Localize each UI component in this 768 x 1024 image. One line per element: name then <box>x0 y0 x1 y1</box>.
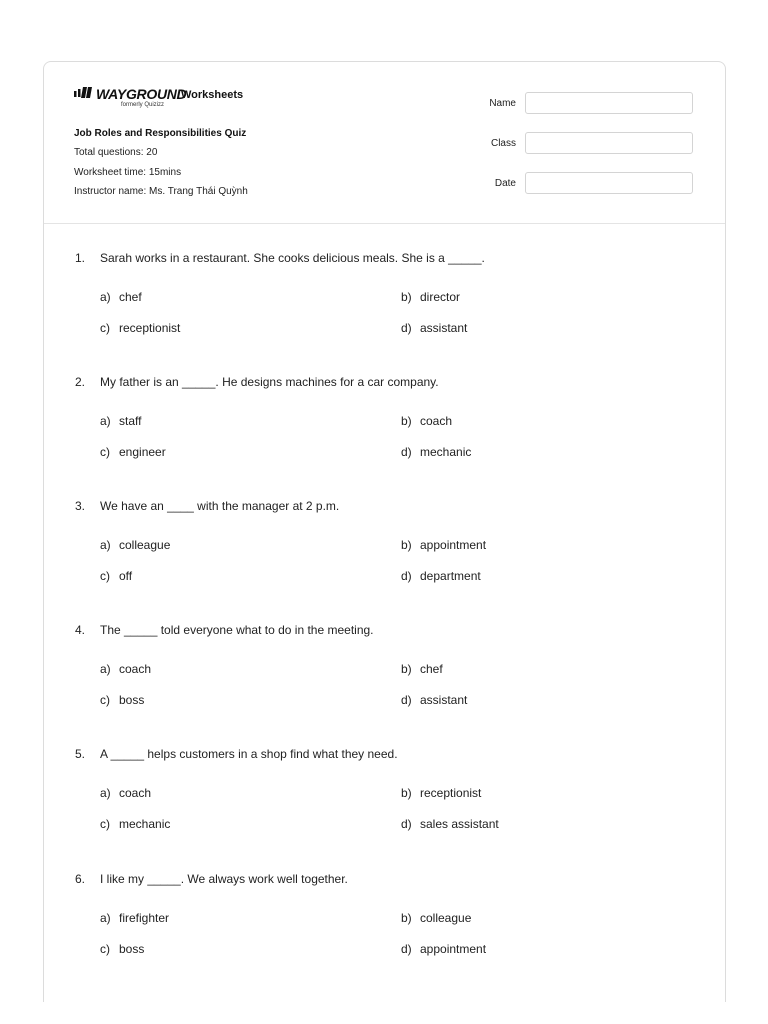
option-text: assistant <box>420 693 468 707</box>
option-text: firefighter <box>119 911 170 925</box>
question-number: 6. <box>75 872 86 886</box>
option-b[interactable] <box>401 911 471 925</box>
option-letter: b) <box>401 290 412 304</box>
date-field[interactable] <box>525 172 693 194</box>
option-c[interactable] <box>100 693 144 707</box>
class-field[interactable] <box>525 132 693 154</box>
option-c[interactable] <box>100 817 170 831</box>
name-field[interactable] <box>525 92 693 114</box>
question-text: I like my _____. We always work well together. <box>100 872 348 886</box>
option-text: chef <box>119 290 142 304</box>
option-text: staff <box>119 414 142 428</box>
option-text: coach <box>119 662 152 676</box>
option-a[interactable] <box>100 290 142 304</box>
worksheet-time: Worksheet time: 15mins <box>74 167 182 178</box>
question-number: 2. <box>75 375 86 389</box>
class-label: Class <box>490 138 516 149</box>
option-text: assistant <box>420 321 468 335</box>
quiz-title: Job Roles and Responsibilities Quiz <box>74 128 247 139</box>
option-letter: c) <box>100 569 110 583</box>
option-letter: d) <box>401 693 412 707</box>
question-text: My father is an _____. He designs machines for a car company. <box>100 375 439 389</box>
option-text: appointment <box>420 942 487 956</box>
option-letter: d) <box>401 817 412 831</box>
option-c[interactable] <box>100 445 166 459</box>
option-d[interactable] <box>401 569 481 583</box>
option-d[interactable] <box>401 321 467 335</box>
question-text: We have an ____ with the manager at 2 p.m. <box>100 499 340 513</box>
question-text: A _____ helps customers in a shop find what they need. <box>100 747 398 761</box>
option-a[interactable] <box>100 538 170 552</box>
option-text: colleague <box>119 538 171 552</box>
option-letter: a) <box>100 662 111 676</box>
option-text: mechanic <box>119 817 171 831</box>
option-c[interactable] <box>100 942 144 956</box>
option-letter: a) <box>100 538 111 552</box>
option-letter: b) <box>401 911 412 925</box>
question-number: 1. <box>75 251 86 265</box>
option-letter: c) <box>100 693 110 707</box>
option-text: mechanic <box>420 445 472 459</box>
option-a[interactable] <box>100 786 151 800</box>
option-text: chef <box>420 662 443 676</box>
option-b[interactable] <box>401 414 452 428</box>
option-b[interactable] <box>401 538 486 552</box>
option-letter: d) <box>401 569 412 583</box>
option-d[interactable] <box>401 693 467 707</box>
option-text: engineer <box>119 445 166 459</box>
brand-subtitle: formerly Quizizz <box>121 102 165 108</box>
option-letter: c) <box>100 817 110 831</box>
worksheet-page <box>43 61 726 1002</box>
option-a[interactable] <box>100 911 169 925</box>
question-text: Sarah works in a restaurant. She cooks delicious meals. She is a _____. <box>100 251 485 265</box>
option-text: boss <box>119 693 145 707</box>
option-text: receptionist <box>420 786 482 800</box>
option-a[interactable] <box>100 662 151 676</box>
option-letter: b) <box>401 538 412 552</box>
option-c[interactable] <box>100 321 180 335</box>
option-letter: d) <box>401 942 412 956</box>
option-letter: c) <box>100 445 110 459</box>
option-c[interactable] <box>100 569 132 583</box>
option-letter: a) <box>100 290 111 304</box>
date-label: Date <box>494 178 516 189</box>
option-text: colleague <box>420 911 472 925</box>
option-letter: b) <box>401 414 412 428</box>
option-text: department <box>420 569 481 583</box>
name-label: Name <box>489 98 516 109</box>
worksheet-header <box>44 62 725 224</box>
total-questions: Total questions: 20 <box>74 147 158 158</box>
option-b[interactable] <box>401 662 443 676</box>
question-number: 5. <box>75 747 86 761</box>
option-letter: b) <box>401 662 412 676</box>
option-text: receptionist <box>119 321 181 335</box>
question-number: 4. <box>75 623 86 637</box>
option-letter: a) <box>100 911 111 925</box>
option-d[interactable] <box>401 817 499 831</box>
option-text: coach <box>119 786 152 800</box>
option-text: director <box>420 290 461 304</box>
option-text: boss <box>119 942 145 956</box>
option-letter: c) <box>100 321 110 335</box>
product-name: Worksheets <box>181 89 244 101</box>
option-letter: b) <box>401 786 412 800</box>
option-letter: a) <box>100 414 111 428</box>
option-letter: d) <box>401 321 412 335</box>
wayground-logo-icon <box>74 87 94 99</box>
option-letter: d) <box>401 445 412 459</box>
option-text: appointment <box>420 538 487 552</box>
brand-name: WAYGROUND <box>96 86 187 102</box>
option-letter: a) <box>100 786 111 800</box>
option-text: coach <box>420 414 453 428</box>
question-text: The _____ told everyone what to do in the meeting. <box>100 623 374 637</box>
option-b[interactable] <box>401 290 460 304</box>
option-d[interactable] <box>401 445 471 459</box>
option-text: off <box>119 569 133 583</box>
option-d[interactable] <box>401 942 486 956</box>
question-number: 3. <box>75 499 86 513</box>
option-b[interactable] <box>401 786 481 800</box>
option-letter: c) <box>100 942 110 956</box>
option-text: sales assistant <box>420 817 499 831</box>
option-a[interactable] <box>100 414 141 428</box>
instructor-name: Instructor name: Ms. Trang Thái Quỳnh <box>74 186 248 197</box>
